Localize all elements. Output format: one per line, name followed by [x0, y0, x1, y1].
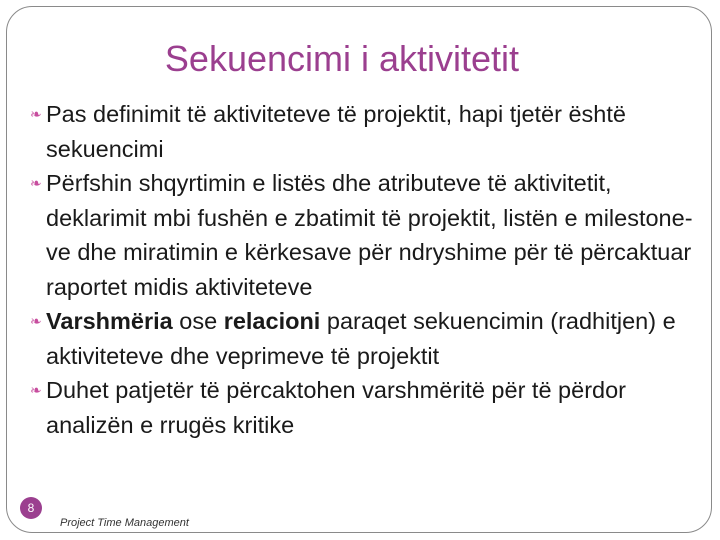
bullet-text: Përfshin shqyrtimin e listës dhe atributeve të aktivitetit, deklarimit mbi fushën e zbatimit të projektit, listën e milestone-ve dhe miratimin e kërkesave për ndryshime për të përcaktuar raportet midis aktiviteteve: [46, 170, 693, 300]
bullet-text: paraqet sekuencimin (radhitjen) e aktiviteteve dhe veprimeve të projektit: [46, 308, 676, 369]
slide-title: Sekuencimi i aktivitetit: [164, 38, 520, 79]
bullet-bold-term: Varshmëria: [46, 308, 173, 334]
bullet-marker-icon: ❧: [30, 313, 42, 329]
bullet-text: Duhet patjetër të përcaktohen varshmëritë për të përdor analizën e rrugës kritike: [46, 377, 626, 438]
bullet-marker-icon: ❧: [30, 175, 42, 191]
bullet-list: [18, 97, 698, 442]
bullet-marker-icon: ❧: [30, 382, 42, 398]
bullet-text: Pas definimit të aktiviteteve të projektit, hapi tjetër është sekuencimi: [46, 101, 626, 162]
bullet-item: [18, 373, 698, 442]
bullet-bold-term: relacioni: [223, 308, 321, 334]
bullet-item: [18, 304, 698, 373]
slide-footer: Project Time Management: [60, 517, 189, 529]
bullet-marker-icon: ❧: [30, 106, 42, 122]
bullet-item: [18, 97, 698, 166]
slide-number: 8: [20, 497, 42, 519]
bullet-item: [18, 166, 698, 304]
bullet-text: ose: [172, 308, 224, 334]
